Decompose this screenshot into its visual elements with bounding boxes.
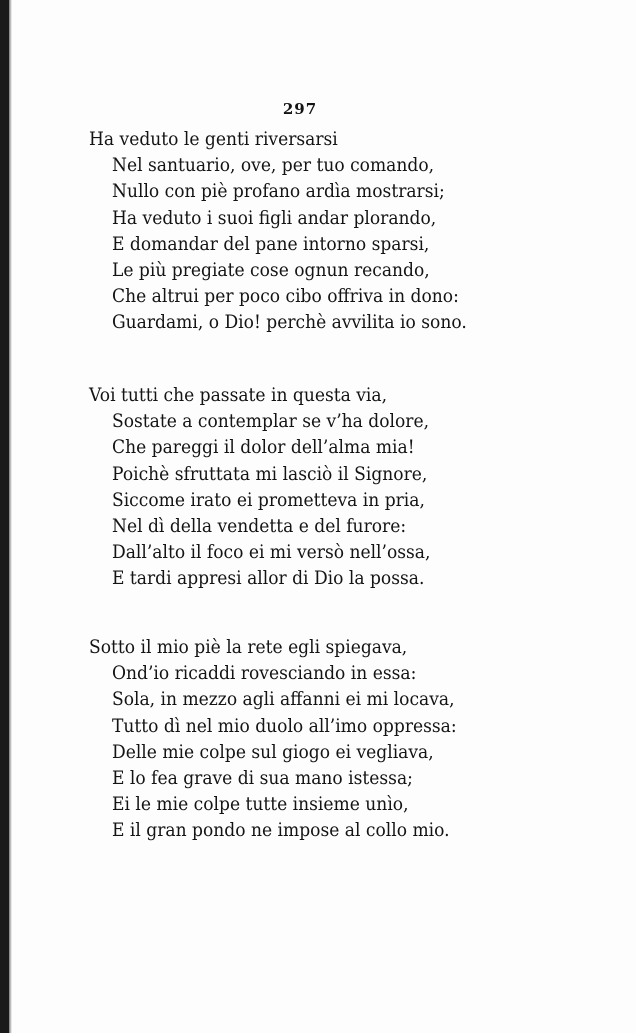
verse-line: E il gran pondo ne impose al collo mio. <box>112 819 450 842</box>
verse-line: E domandar del pane intorno sparsi, <box>112 232 430 255</box>
verse-line: Nel dì della vendetta e del furore: <box>112 514 407 537</box>
verse-line: Dall’alto il foco ei mi versò nell’ossa, <box>112 541 431 564</box>
verse-line: Poichè sfruttata mi lasciò il Signore, <box>112 462 428 485</box>
verse-line: E tardi appresi allor di Dio la possa. <box>112 567 425 590</box>
verse-line: Ha veduto i suoi figli andar plorando, <box>112 206 437 229</box>
book-spine-shadow <box>0 0 9 1033</box>
verse-line: Che pareggi il dolor dell’alma mia! <box>112 436 415 459</box>
verse-line: Delle mie colpe sul giogo ei vegliava, <box>112 740 434 763</box>
verse-line: Voi tutti che passate in questa via, <box>89 384 388 406</box>
stanza-1 <box>89 126 506 336</box>
stanza-2 <box>89 382 466 592</box>
verse-line: Ond’io ricaddi rovesciando in essa: <box>112 662 417 685</box>
page-number: 297 <box>282 100 318 118</box>
verse-line: Nel santuario, ove, per tuo comando, <box>112 154 435 177</box>
stanza-3 <box>89 634 495 844</box>
verse-line: Ei le mie colpe tutte insieme unìo, <box>112 793 409 816</box>
verse-line: Le più pregiate cose ognun recando, <box>112 258 430 281</box>
verse-line: Siccome irato ei prometteva in pria, <box>112 488 425 511</box>
verse-line: Sola, in mezzo agli affanni ei mi locava, <box>112 688 455 711</box>
verse-line: Che altrui per poco cibo offriva in dono: <box>112 285 459 308</box>
verse-line: Guardami, o Dio! perchè avvilita io sono. <box>112 311 467 334</box>
verse-line: Nullo con piè profano ardìa mostrarsi; <box>112 180 445 203</box>
spine-edge-gradient <box>9 0 12 1033</box>
verse-line: E lo fea grave di sua mano istessa; <box>112 766 413 789</box>
verse-line: Sostate a contemplar se v’ha dolore, <box>112 410 430 433</box>
verse-line: Sotto il mio piè la rete egli spiegava, <box>89 636 408 658</box>
verse-line: Ha veduto le genti riversarsi <box>89 128 338 150</box>
verse-line: Tutto dì nel mio duolo all’imo oppressa: <box>112 714 457 737</box>
